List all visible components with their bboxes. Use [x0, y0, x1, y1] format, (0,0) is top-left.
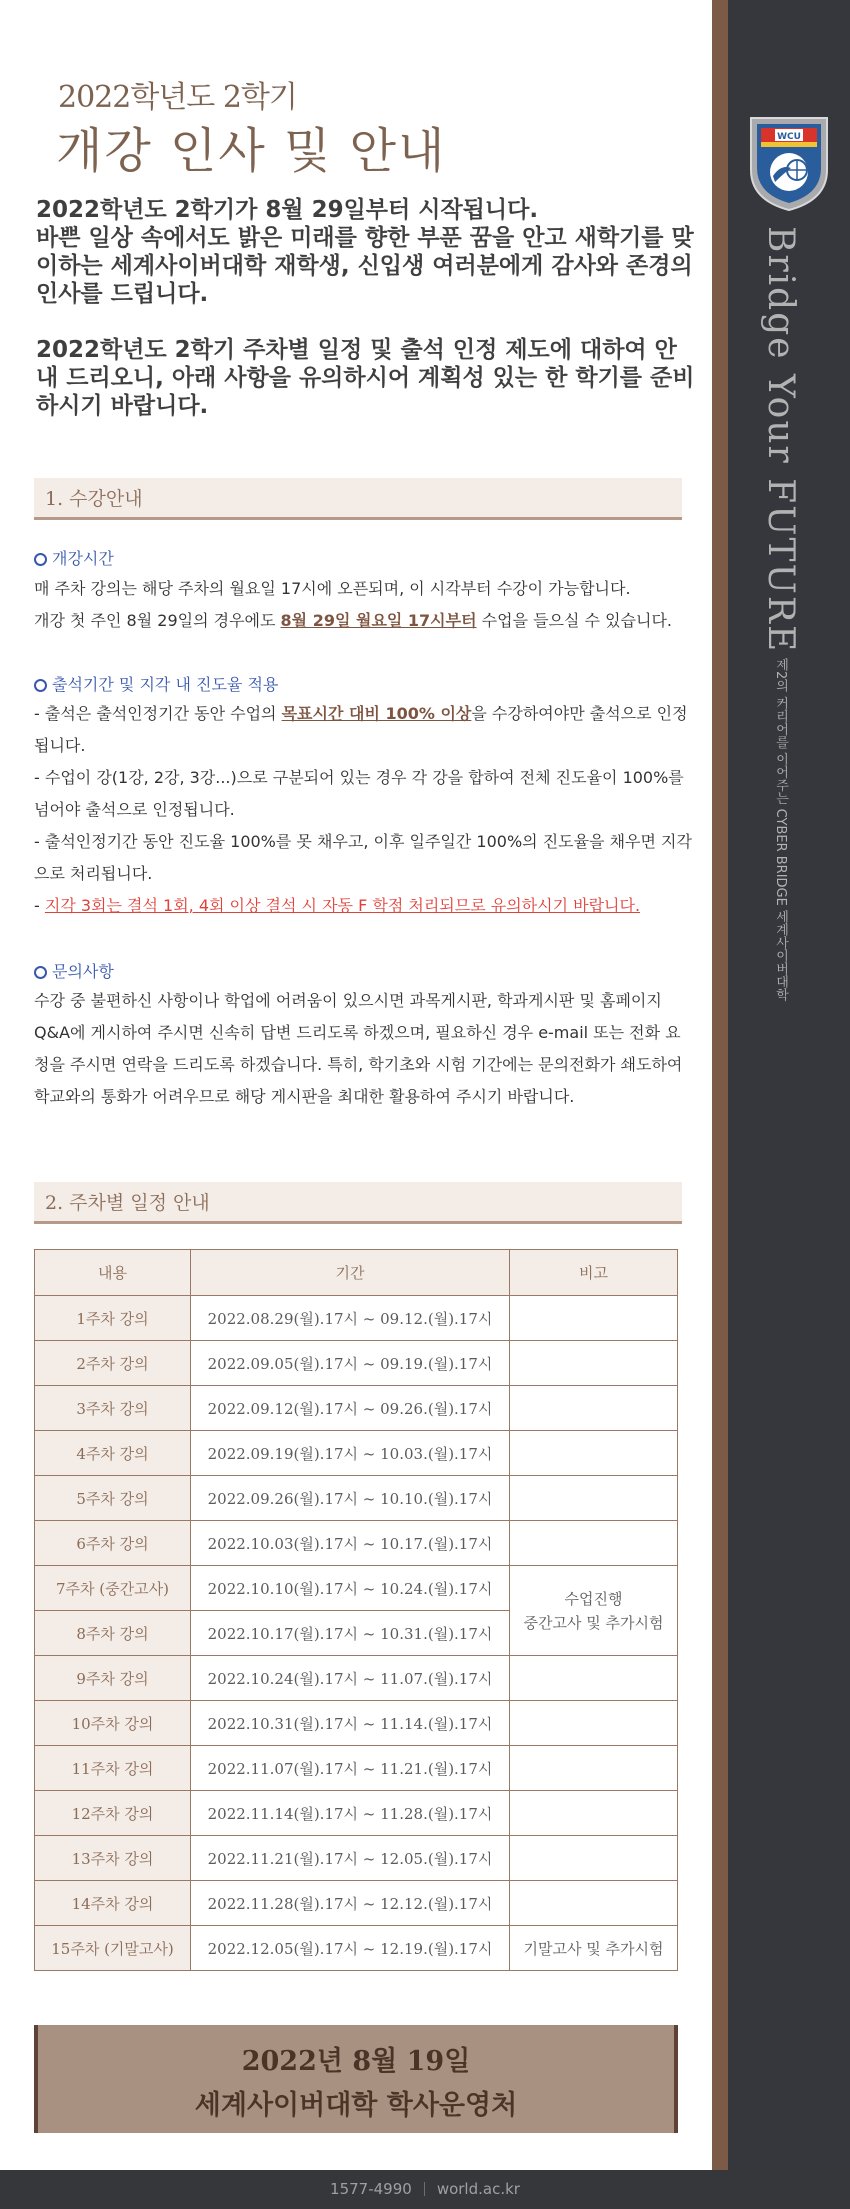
note-cell-final: 기말고사 및 추가시험	[510, 1926, 678, 1971]
period-cell: 2022.12.05(월).17시 ~ 12.19.(월).17시	[191, 1926, 510, 1971]
attendance-bullet-3: - 출석인정기간 동안 진도율 100%를 못 채우고, 이후 일주일간 100%의 진도율을 채우면 지각으로 처리됩니다.	[34, 832, 692, 883]
week-cell: 1주차 강의	[35, 1296, 191, 1341]
period-cell: 2022.09.12(월).17시 ~ 09.26.(월).17시	[191, 1386, 510, 1431]
week-cell: 4주차 강의	[35, 1431, 191, 1476]
note-cell-midterm	[510, 1566, 678, 1656]
table-row	[35, 1701, 678, 1746]
website-link[interactable]: world.ac.kr	[436, 2180, 520, 2198]
subheading-inquiry	[34, 959, 114, 982]
table-row	[35, 1791, 678, 1836]
week-cell: 5주차 강의	[35, 1476, 191, 1521]
sidebar-tagline: 제2의 커리어를 이어주는 CYBER BRIDGE 세계사이버대학	[773, 658, 788, 1002]
note-line: 수업진행	[564, 1589, 623, 1608]
sidebar-accent-stripe	[712, 0, 728, 2170]
highlight-target-time: 목표시간 대비 100% 이상	[281, 704, 472, 723]
note-line: 중간고사 및 추가시험	[523, 1613, 664, 1632]
text-span: 을 수강하여야만 출석으로 인정됩니다.	[34, 704, 688, 755]
table-row	[35, 1386, 678, 1431]
announcement-date: 2022년 8월 19일	[241, 2046, 471, 2077]
week-cell: 12주차 강의	[35, 1791, 191, 1836]
table-row	[35, 1296, 678, 1341]
week-cell: 9주차 강의	[35, 1656, 191, 1701]
table-row	[35, 1476, 678, 1521]
subheading-label: 개강시간	[52, 549, 114, 568]
divider	[424, 2182, 425, 2196]
table-row	[35, 1341, 678, 1386]
circle-bullet-icon	[34, 966, 47, 979]
opening-time-text	[34, 573, 694, 637]
note-cell	[510, 1836, 678, 1881]
period-cell: 2022.11.28(월).17시 ~ 12.12.(월).17시	[191, 1881, 510, 1926]
text-span: 개강 첫 주인 8월 29일의 경우에도	[34, 611, 281, 630]
table-row	[35, 1836, 678, 1881]
attendance-bullet-1	[34, 698, 694, 762]
note-cell	[510, 1701, 678, 1746]
note-cell	[510, 1881, 678, 1926]
note-cell	[510, 1791, 678, 1836]
table-header-row	[35, 1250, 678, 1296]
period-cell: 2022.09.26(월).17시 ~ 10.10.(월).17시	[191, 1476, 510, 1521]
attendance-bullet-4	[34, 890, 694, 922]
intro-paragraph-2: 2022학년도 2학기 주차별 일정 및 출석 인정 제도에 대하여 안내 드리오니, 아래 사항을 유의하시어 계획성 있는 한 학기를 준비하시기 바랍니다.	[36, 337, 695, 419]
phone-number: 1577-4990	[330, 2180, 412, 2198]
text-span: -	[34, 896, 45, 915]
page-title: 개강 인사 및 안내	[56, 123, 447, 179]
period-cell: 2022.11.07(월).17시 ~ 11.21.(월).17시	[191, 1746, 510, 1791]
column-header: 내용	[35, 1250, 191, 1296]
table-row	[35, 1566, 678, 1611]
week-cell: 6주차 강의	[35, 1521, 191, 1566]
intro-paragraph-1: 2022학년도 2학기가 8월 29일부터 시작됩니다. 바쁜 일상 속에서도 밝은 미래를 향한 부푼 꿈을 안고 새학기를 맞이하는 세계사이버대학 재학생, 신입생 여러분에게 감사와 존경의 인사를 드립니다.	[36, 197, 694, 307]
table-row	[35, 1521, 678, 1566]
week-cell: 14주차 강의	[35, 1881, 191, 1926]
weekly-schedule-table	[34, 1249, 678, 1971]
text-span: - 출석은 출석인정기간 동안 수업의	[34, 704, 282, 723]
note-cell	[510, 1386, 678, 1431]
week-cell: 8주차 강의	[35, 1611, 191, 1656]
subheading-label: 문의사항	[52, 962, 114, 981]
highlight-start-time: 8월 29일 월요일 17시부터	[280, 611, 477, 630]
week-cell: 7주차 (중간고사)	[35, 1566, 191, 1611]
period-cell: 2022.08.29(월).17시 ~ 09.12.(월).17시	[191, 1296, 510, 1341]
subheading-label: 출석기간 및 지각 내 진도율 적용	[52, 675, 279, 694]
period-cell: 2022.10.03(월).17시 ~ 10.17.(월).17시	[191, 1521, 510, 1566]
period-cell: 2022.10.31(월).17시 ~ 11.14.(월).17시	[191, 1701, 510, 1746]
section-header-weekly-schedule: 2. 주차별 일정 안내	[34, 1182, 682, 1224]
emblem-label: WCU	[777, 132, 801, 142]
subheading-opening-time	[34, 546, 114, 569]
period-cell: 2022.10.17(월).17시 ~ 10.31.(월).17시	[191, 1611, 510, 1656]
week-cell: 11주차 강의	[35, 1746, 191, 1791]
inquiry-text: 수강 중 불편하신 사항이나 학업에 어려움이 있으시면 과목게시판, 학과게시판 및 홈페이지 Q&A에 게시하여 주시면 신속히 답변 드리도록 하겠으며, 필요하신 경우 e-mail 또는 전화 요청을 주시면 연락을 드리도록 하겠습니다. 특히, 학기초와 시험 기간에는 문의전화가 쇄도하여 학교와의 통화가 어려우므로 해당 게시판을 최대한 활용하여 주시기 바랍니다.	[34, 991, 683, 1106]
column-header: 비고	[510, 1250, 678, 1296]
week-cell: 10주차 강의	[35, 1701, 191, 1746]
table-row	[35, 1656, 678, 1701]
note-cell	[510, 1656, 678, 1701]
signature-box	[34, 2025, 678, 2133]
column-header: 기간	[191, 1250, 510, 1296]
section-header-course-info: 1. 수강안내	[34, 478, 682, 520]
table-row	[35, 1746, 678, 1791]
note-cell	[510, 1521, 678, 1566]
period-cell: 2022.11.21(월).17시 ~ 12.05.(월).17시	[191, 1836, 510, 1881]
note-cell	[510, 1341, 678, 1386]
attendance-text	[34, 698, 694, 922]
note-cell	[510, 1431, 678, 1476]
week-cell: 2주차 강의	[35, 1341, 191, 1386]
attendance-bullet-2: - 수업이 강(1강, 2강, 3강...)으로 구분되어 있는 경우 각 강을 합하여 전체 진도율이 100%를 넘어야 출석으로 인정됩니다.	[34, 768, 684, 819]
note-cell	[510, 1296, 678, 1341]
subheading-attendance	[34, 672, 278, 695]
warning-text: 지각 3회는 결석 1회, 4회 이상 결석 시 자동 F 학점 처리되므로 유의하시기 바랍니다.	[44, 896, 641, 915]
circle-bullet-icon	[34, 553, 47, 566]
period-cell: 2022.10.24(월).17시 ~ 11.07.(월).17시	[191, 1656, 510, 1701]
circle-bullet-icon	[34, 679, 47, 692]
note-cell	[510, 1746, 678, 1791]
period-cell: 2022.10.10(월).17시 ~ 10.24.(월).17시	[191, 1566, 510, 1611]
opening-line-2	[34, 605, 694, 637]
opening-line-1: 매 주차 강의는 해당 주차의 월요일 17시에 오픈되며, 이 시각부터 수강이 가능합니다.	[34, 579, 631, 598]
university-emblem-icon	[745, 112, 833, 212]
issuing-office: 세계사이버대학 학사운영처	[194, 2090, 518, 2121]
week-cell: 13주차 강의	[35, 1836, 191, 1881]
week-cell: 15주차 (기말고사)	[35, 1926, 191, 1971]
note-cell	[510, 1476, 678, 1521]
page-subtitle: 2022학년도 2학기	[58, 80, 297, 115]
bottom-contact-bar	[0, 2170, 850, 2209]
table-row	[35, 1926, 678, 1971]
week-cell: 3주차 강의	[35, 1386, 191, 1431]
sidebar-slogan: Bridge Your FUTURE	[760, 226, 801, 654]
period-cell: 2022.09.19(월).17시 ~ 10.03.(월).17시	[191, 1431, 510, 1476]
text-span: 수업을 들으실 수 있습니다.	[476, 611, 673, 630]
period-cell: 2022.11.14(월).17시 ~ 11.28.(월).17시	[191, 1791, 510, 1836]
sidebar-slogan-block	[760, 226, 801, 1001]
table-row	[35, 1881, 678, 1926]
table-row	[35, 1431, 678, 1476]
period-cell: 2022.09.05(월).17시 ~ 09.19.(월).17시	[191, 1341, 510, 1386]
